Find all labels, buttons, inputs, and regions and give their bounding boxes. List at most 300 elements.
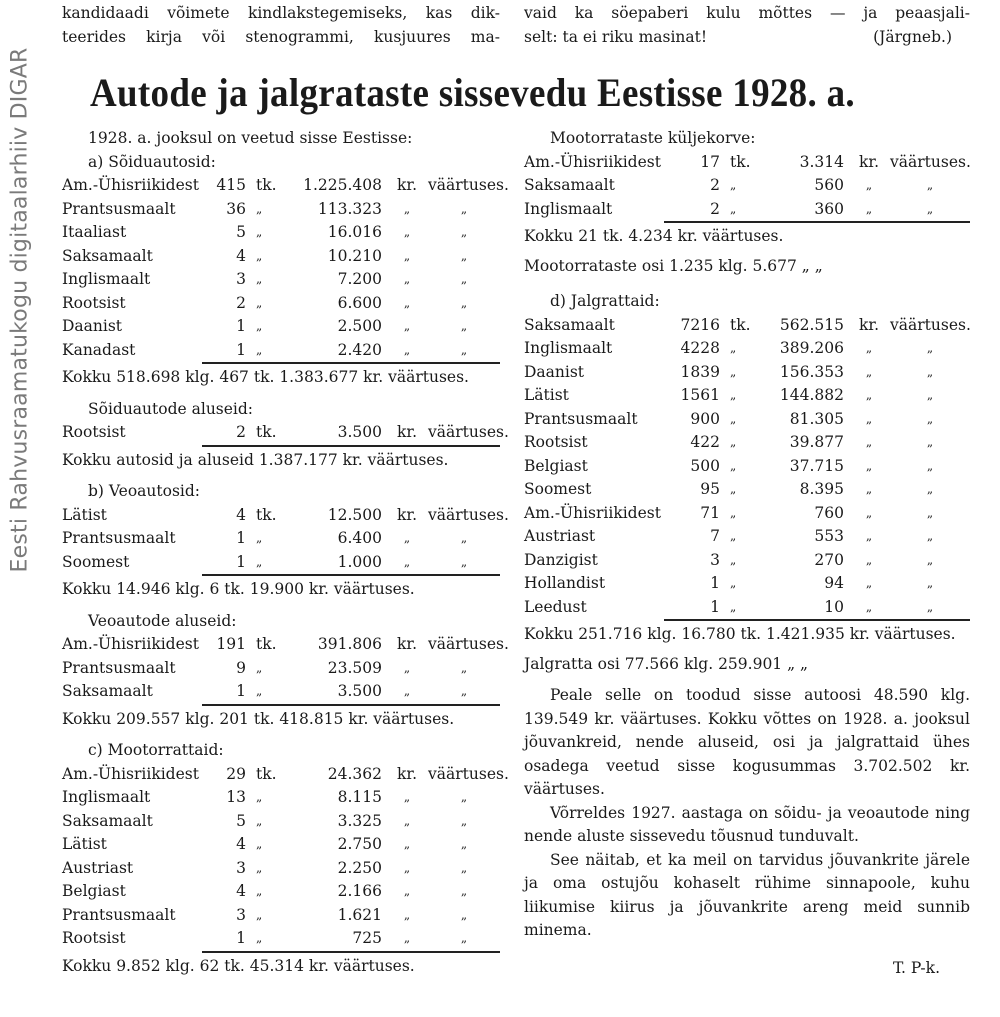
- right-column-top: [524, 2, 970, 49]
- unit-cell: „: [256, 319, 263, 333]
- currency-cell: „: [865, 435, 873, 449]
- table-row: [62, 680, 500, 704]
- value-cell: 2.750: [337, 835, 382, 853]
- value-word-cell: „: [460, 837, 468, 851]
- currency-cell: „: [403, 660, 411, 675]
- table-row: [62, 857, 500, 881]
- import-section: [524, 127, 970, 278]
- currency-cell: „: [865, 411, 873, 426]
- unit-cell: „: [256, 907, 263, 922]
- value-cell: 94: [824, 574, 844, 592]
- country-cell: Soomest: [62, 552, 130, 571]
- country-cell: Prantsusmaalt: [62, 529, 176, 547]
- sum-rule: [202, 704, 500, 706]
- section-heading: c) Mootorrattaid:: [88, 741, 224, 759]
- value-cell: 12.500: [327, 505, 382, 524]
- unit-cell: „: [730, 435, 737, 449]
- value-word-cell: väärtuses.: [890, 315, 971, 334]
- unit-cell: „: [730, 599, 737, 614]
- section-heading: a) Sõiduautosid:: [88, 152, 216, 171]
- value-cell: 3.314: [799, 152, 844, 171]
- currency-cell: „: [865, 482, 873, 496]
- unit-cell: „: [256, 860, 263, 875]
- count-cell: 5: [236, 811, 246, 830]
- currency-cell: „: [403, 342, 411, 357]
- unit-cell: „: [256, 684, 263, 698]
- currency-cell: „: [403, 554, 411, 569]
- previous-text-line: kandidaadi võimete kindlakstegemiseks, kas dik-: [62, 4, 500, 22]
- country-cell: Inglismaalt: [524, 199, 613, 218]
- currency-cell: kr.: [396, 764, 418, 783]
- unit-cell: „: [730, 576, 737, 590]
- unit-cell: „: [730, 482, 737, 496]
- unit-cell: tk.: [256, 764, 277, 783]
- count-cell: 3: [236, 858, 246, 877]
- value-cell: 562.515: [779, 315, 844, 334]
- section-heading: Mootorrataste küljekorve:: [550, 129, 756, 147]
- currency-cell: „: [403, 684, 411, 698]
- table-row: [524, 314, 970, 338]
- unit-cell: „: [730, 201, 737, 216]
- table-row: [62, 268, 500, 292]
- country-cell: Austriast: [62, 858, 134, 877]
- value-word-cell: väärtuses.: [428, 176, 509, 194]
- value-cell: 16.016: [327, 223, 382, 241]
- count-cell: 422: [690, 433, 720, 451]
- table-row: [62, 763, 509, 787]
- country-cell: Am.-Ühisriikidest: [62, 176, 199, 194]
- country-cell: Kanadast: [62, 340, 136, 359]
- table-row: [62, 927, 500, 951]
- value-cell: 553: [814, 527, 844, 545]
- unit-cell: „: [730, 388, 737, 402]
- unit-cell: „: [256, 660, 263, 675]
- value-cell: 24.362: [327, 764, 382, 783]
- value-word-cell: „: [460, 272, 468, 286]
- table-row: [524, 337, 970, 361]
- country-cell: Belgiast: [524, 456, 588, 475]
- paragraph: Peale selle on toodud sisse autoosi 48.590 klg. 139.549 kr. väärtuses. Kokku võttes on 1928. a. jooksul jõuvankreid, nende aluseid, osi ja jalgrattaid ühes osadega veetud sisse kogusummas 3.702.502 kr. väärtuses.: [524, 686, 970, 798]
- value-word-cell: „: [926, 435, 934, 449]
- unit-cell: „: [256, 554, 263, 569]
- count-cell: 3: [236, 270, 246, 288]
- country-cell: Saksamaalt: [62, 682, 153, 700]
- country-cell: Rootsist: [62, 929, 126, 947]
- section-total: Kokku 9.852 klg. 62 tk. 45.314 kr. väärtuses.: [62, 956, 415, 975]
- value-cell: 8.115: [337, 788, 382, 806]
- table-row: [62, 786, 500, 810]
- section-heading: Sõiduautode aluseid:: [88, 399, 254, 418]
- count-cell: 3: [710, 550, 720, 569]
- country-cell: Lätist: [62, 505, 107, 524]
- value-cell: 1.621: [337, 905, 382, 924]
- table-row: [524, 525, 970, 549]
- country-cell: Rootsist: [62, 423, 126, 441]
- value-word-cell: väärtuses.: [428, 764, 509, 783]
- currency-cell: „: [403, 790, 411, 804]
- section-heading: d) Jalgrattaid:: [550, 292, 660, 310]
- value-word-cell: „: [460, 790, 468, 804]
- value-word-cell: „: [926, 411, 934, 426]
- value-word-cell: „: [460, 813, 468, 828]
- currency-cell: „: [865, 364, 873, 379]
- unit-cell: tk.: [730, 315, 751, 334]
- value-word-cell: „: [926, 529, 934, 543]
- value-word-cell: „: [926, 388, 934, 402]
- count-cell: 1839: [680, 362, 720, 381]
- unit-cell: „: [256, 342, 263, 357]
- section-total: Kokku 518.698 klg. 467 tk. 1.383.677 kr. väärtuses.: [62, 368, 469, 386]
- count-cell: 1561: [680, 386, 720, 404]
- unit-cell: „: [256, 813, 263, 828]
- archive-watermark: [0, 0, 40, 620]
- unit-cell: tk.: [730, 152, 751, 171]
- value-cell: 270: [814, 550, 844, 569]
- sum-rule: [664, 221, 970, 223]
- table-row: [62, 527, 500, 551]
- table-row: [524, 572, 970, 596]
- value-word-cell: „: [460, 660, 468, 675]
- sum-rule: [202, 362, 500, 364]
- count-cell: 4: [236, 882, 246, 900]
- value-cell: 23.509: [327, 658, 382, 677]
- value-cell: 760: [814, 503, 844, 522]
- sum-rule: [202, 951, 500, 953]
- sum-rule: [664, 619, 970, 621]
- value-cell: 3.325: [337, 811, 382, 830]
- currency-cell: „: [403, 319, 411, 333]
- count-cell: 500: [690, 456, 720, 475]
- unit-cell: „: [730, 411, 737, 426]
- parts-line: Jalgratta osi 77.566 klg. 259.901 „ „: [524, 654, 809, 673]
- country-cell: Leedust: [524, 597, 587, 616]
- value-cell: 389.206: [779, 339, 844, 357]
- country-cell: Inglismaalt: [524, 339, 613, 357]
- currency-cell: „: [865, 576, 873, 590]
- table-row: [62, 198, 500, 222]
- count-cell: 191: [216, 635, 246, 653]
- table-row: [524, 596, 970, 620]
- value-cell: 39.877: [789, 433, 844, 451]
- unit-cell: „: [256, 225, 263, 239]
- value-cell: 725: [352, 929, 382, 947]
- previous-text-line: vaid ka söepaberi kulu mõttes — ja peaasjali-: [524, 4, 970, 22]
- unit-cell: „: [730, 178, 737, 192]
- value-word-cell: väärtuses.: [428, 423, 509, 441]
- unit-cell: „: [256, 248, 263, 263]
- table-row: [62, 174, 509, 198]
- unit-cell: „: [256, 931, 263, 945]
- value-cell: 37.715: [789, 456, 844, 475]
- closing-text: [524, 684, 970, 980]
- table-row: [62, 880, 500, 904]
- value-word-cell: „: [460, 907, 468, 922]
- country-cell: Saksamaalt: [524, 315, 615, 334]
- value-word-cell: „: [926, 201, 934, 216]
- count-cell: 3: [236, 905, 246, 924]
- count-cell: 17: [700, 152, 720, 171]
- country-cell: Daanist: [524, 362, 585, 381]
- count-cell: 36: [226, 199, 246, 218]
- value-cell: 10.210: [327, 246, 382, 265]
- value-word-cell: „: [460, 201, 468, 216]
- unit-cell: „: [730, 552, 737, 567]
- previous-text-line: teerides kirja või stenogrammi, kusjuures ma-: [62, 27, 500, 46]
- count-cell: 7: [710, 527, 720, 545]
- value-word-cell: väärtuses.: [890, 152, 971, 171]
- count-cell: 4: [236, 505, 246, 524]
- currency-cell: kr.: [396, 423, 418, 441]
- value-word-cell: „: [926, 505, 934, 520]
- previous-article-end: [62, 2, 500, 49]
- table-row: [524, 174, 970, 198]
- table-row: [62, 551, 500, 575]
- country-cell: Inglismaalt: [62, 788, 151, 806]
- unit-cell: „: [730, 529, 737, 543]
- table-row: [62, 421, 509, 445]
- paragraph: See näitab, et ka meil on tarvidus jõuvankrite järele ja oma ostujõu kohaselt rühime sinnapoole, kuhu liikumise kiirus ja jõuvankrite areng meid sunnib minema.: [524, 850, 970, 939]
- value-cell: 8.395: [799, 480, 844, 498]
- value-cell: 1.000: [337, 552, 382, 571]
- section-total: Kokku 14.946 klg. 6 tk. 19.900 kr. väärtuses.: [62, 580, 415, 598]
- count-cell: 71: [700, 503, 720, 522]
- country-cell: Rootsist: [524, 433, 588, 451]
- country-cell: Saksamaalt: [62, 246, 153, 265]
- table-row: [62, 504, 509, 528]
- unit-cell: „: [256, 837, 263, 851]
- count-cell: 1: [236, 552, 246, 571]
- country-cell: Inglismaalt: [62, 270, 151, 288]
- value-cell: 2.500: [337, 317, 382, 335]
- author-signature: T. P-k.: [892, 958, 940, 977]
- table-row: [62, 292, 500, 316]
- currency-cell: „: [865, 458, 873, 473]
- currency-cell: „: [403, 884, 411, 898]
- currency-cell: „: [865, 341, 873, 355]
- previous-text-line-last: [524, 26, 970, 50]
- country-cell: Saksamaalt: [524, 176, 615, 194]
- right-tables: [524, 127, 970, 980]
- country-cell: Am.-Ühisriikidest: [62, 635, 199, 653]
- paragraph: Võrreldes 1927. aastaga on sõidu- ja veoautode ning nende aluste sissevedu tõusnud tunduvalt.: [524, 803, 970, 845]
- sum-rule: [202, 445, 500, 447]
- currency-cell: „: [403, 907, 411, 922]
- country-cell: Prantsusmaalt: [62, 905, 176, 924]
- currency-cell: „: [403, 295, 411, 310]
- count-cell: 5: [236, 223, 246, 241]
- count-cell: 415: [216, 176, 246, 194]
- unit-cell: „: [256, 295, 263, 310]
- previous-article-end-right: [524, 2, 970, 49]
- table-row: [524, 361, 970, 385]
- value-cell: 3.500: [337, 423, 382, 441]
- table-row: [62, 633, 509, 657]
- value-cell: 360: [814, 199, 844, 218]
- count-cell: 1: [236, 340, 246, 359]
- value-cell: 156.353: [779, 362, 844, 381]
- table-row: [62, 221, 500, 245]
- table-row: [524, 198, 970, 222]
- value-word-cell: „: [460, 554, 468, 569]
- table-row: [62, 904, 500, 928]
- import-section: [62, 480, 509, 602]
- value-cell: 2.250: [337, 858, 382, 877]
- country-cell: Am.-Ühisriikidest: [62, 764, 199, 783]
- value-cell: 3.500: [337, 682, 382, 700]
- value-cell: 1.225.408: [303, 176, 382, 194]
- value-word-cell: „: [926, 599, 934, 614]
- count-cell: 1: [236, 317, 246, 335]
- country-cell: Prantsusmaalt: [524, 409, 638, 428]
- currency-cell: kr.: [396, 505, 418, 524]
- table-row: [524, 502, 970, 526]
- currency-cell: „: [865, 599, 873, 614]
- left-tables: [62, 127, 509, 986]
- country-cell: Prantsusmaalt: [62, 658, 176, 677]
- unit-cell: „: [256, 531, 263, 545]
- country-cell: Danzigist: [524, 550, 598, 569]
- value-word-cell: väärtuses.: [428, 505, 509, 524]
- currency-cell: „: [403, 813, 411, 828]
- currency-cell: kr.: [858, 315, 880, 334]
- sum-rule: [202, 574, 500, 576]
- value-cell: 391.806: [317, 635, 382, 653]
- count-cell: 2: [710, 176, 720, 194]
- unit-cell: „: [730, 364, 737, 379]
- country-cell: Itaaliast: [62, 223, 127, 241]
- table-row: [62, 657, 500, 681]
- value-word-cell: „: [926, 341, 934, 355]
- count-cell: 1: [236, 682, 246, 700]
- value-word-cell: „: [460, 860, 468, 875]
- unit-cell: „: [256, 884, 263, 898]
- country-cell: Am.-Ühisriikidest: [524, 152, 661, 171]
- import-section: [524, 290, 970, 676]
- country-cell: Austriast: [524, 527, 596, 545]
- table-row: [524, 549, 970, 573]
- left-column: [62, 2, 500, 49]
- section-total: Kokku 21 tk. 4.234 kr. väärtuses.: [524, 227, 784, 245]
- count-cell: 9: [236, 658, 246, 677]
- continued-note: (Järgneb.): [873, 27, 952, 46]
- currency-cell: „: [865, 552, 873, 567]
- unit-cell: „: [256, 272, 263, 286]
- value-word-cell: „: [926, 552, 934, 567]
- table-row: [524, 384, 970, 408]
- country-cell: Hollandist: [524, 574, 606, 592]
- import-section: [62, 151, 509, 390]
- table-row: [524, 151, 970, 175]
- currency-cell: „: [865, 529, 873, 543]
- country-cell: Am.-Ühisriikidest: [524, 503, 661, 522]
- currency-cell: „: [865, 388, 873, 402]
- value-word-cell: „: [460, 531, 468, 545]
- value-cell: 144.882: [779, 386, 844, 404]
- section-total: Kokku 251.716 klg. 16.780 tk. 1.421.935 kr. väärtuses.: [524, 625, 956, 643]
- article-headline: Autode ja jalgrataste sissevedu Eestisse 1928. a.: [90, 71, 855, 116]
- currency-cell: kr.: [858, 152, 880, 171]
- section-total: Kokku 209.557 klg. 201 tk. 418.815 kr. väärtuses.: [62, 709, 455, 728]
- count-cell: 4: [236, 246, 246, 265]
- count-cell: 2: [710, 199, 720, 218]
- section-total: Kokku autosid ja aluseid 1.387.177 kr. väärtuses.: [62, 450, 449, 469]
- country-cell: Belgiast: [62, 882, 126, 900]
- count-cell: 7216: [680, 315, 720, 334]
- count-cell: 13: [226, 788, 246, 806]
- unit-cell: „: [730, 505, 737, 520]
- currency-cell: kr.: [396, 176, 418, 194]
- section-heading: b) Veoautosid:: [88, 482, 201, 500]
- value-cell: 10: [824, 597, 844, 616]
- count-cell: 2: [236, 293, 246, 312]
- value-word-cell: „: [460, 684, 468, 698]
- value-word-cell: „: [460, 225, 468, 239]
- count-cell: 1: [236, 529, 246, 547]
- value-cell: 81.305: [789, 409, 844, 428]
- currency-cell: „: [403, 931, 411, 945]
- value-cell: 560: [814, 176, 844, 194]
- unit-cell: tk.: [256, 176, 277, 194]
- value-word-cell: „: [460, 931, 468, 945]
- table-row: [62, 339, 500, 363]
- parts-line: Mootorrataste osi 1.235 klg. 5.677 „ „: [524, 256, 823, 275]
- intro-text: 1928. a. jooksul on veetud sisse Eestisse:: [88, 129, 413, 147]
- unit-cell: „: [730, 341, 737, 355]
- table-row: [524, 431, 970, 455]
- value-cell: 113.323: [317, 199, 382, 218]
- value-cell: 2.420: [337, 340, 382, 359]
- currency-cell: „: [403, 225, 411, 239]
- currency-cell: „: [403, 860, 411, 875]
- currency-cell: „: [403, 201, 411, 216]
- value-word-cell: „: [926, 458, 934, 473]
- table-row: [524, 455, 970, 479]
- currency-cell: „: [403, 531, 411, 545]
- watermark-text: Eesti Rahvusraamatukogu digitaalarhiiv DIGAR: [7, 47, 33, 573]
- count-cell: 1: [236, 929, 246, 947]
- currency-cell: „: [403, 837, 411, 851]
- section-heading: Veoautode aluseid:: [88, 611, 237, 630]
- country-cell: Soomest: [524, 480, 592, 498]
- currency-cell: kr.: [396, 635, 418, 653]
- count-cell: 4228: [680, 339, 720, 357]
- unit-cell: tk.: [256, 423, 277, 441]
- country-cell: Lätist: [62, 835, 107, 853]
- count-cell: 1: [710, 574, 720, 592]
- currency-cell: „: [865, 178, 873, 192]
- value-word-cell: „: [460, 884, 468, 898]
- table-row: [62, 315, 500, 339]
- currency-cell: „: [865, 201, 873, 216]
- currency-cell: „: [865, 505, 873, 520]
- count-cell: 2: [236, 423, 246, 441]
- previous-text-line: selt: ta ei riku masinat!: [524, 27, 708, 46]
- value-word-cell: „: [926, 364, 934, 379]
- value-cell: 6.400: [337, 529, 382, 547]
- count-cell: 29: [226, 764, 246, 783]
- unit-cell: „: [730, 458, 737, 473]
- count-cell: 4: [236, 835, 246, 853]
- value-word-cell: väärtuses.: [428, 635, 509, 653]
- count-cell: 95: [700, 480, 720, 498]
- value-word-cell: „: [460, 342, 468, 357]
- country-cell: Daanist: [62, 317, 123, 335]
- value-word-cell: „: [926, 178, 934, 192]
- import-section: [62, 398, 509, 473]
- unit-cell: tk.: [256, 635, 277, 653]
- import-section: [62, 610, 509, 732]
- country-cell: Rootsist: [62, 293, 126, 312]
